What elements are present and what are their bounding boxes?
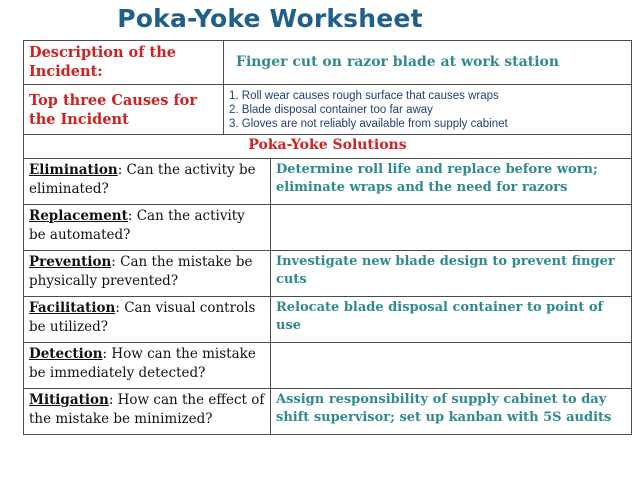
causes-label: Top three Causes for the Incident: [24, 85, 224, 135]
causes-list: [229, 89, 626, 131]
solution-answer: [271, 205, 632, 251]
solution-answer: Investigate new blade design to prevent finger cuts: [271, 251, 632, 297]
solution-row-facilitation: [24, 297, 632, 343]
solution-row-mitigation: [24, 389, 632, 435]
solution-question: [24, 205, 271, 251]
question-text: : Can the mistake be physically prevented?: [29, 254, 253, 289]
category-name: Mitigation: [29, 392, 109, 408]
solution-row-detection: [24, 343, 632, 389]
solution-answer: Relocate blade disposal container to point of use: [271, 297, 632, 343]
question-text: : How can the mistake be immediately detected?: [29, 346, 256, 381]
description-value: Finger cut on razor blade at work station: [224, 41, 632, 85]
solution-question: [24, 297, 271, 343]
solution-row-prevention: [24, 251, 632, 297]
question-text: : Can visual controls be utilized?: [29, 300, 256, 335]
solution-answer: [271, 343, 632, 389]
category-name: Prevention: [29, 254, 112, 270]
worksheet-title: Poka-Yoke Worksheet: [117, 4, 423, 33]
cause-item: 3. Gloves are not reliably available from supply cabinet: [229, 117, 508, 130]
solutions-header: Poka-Yoke Solutions: [24, 135, 632, 159]
solution-row-replacement: [24, 205, 632, 251]
question-text: : Can the activity be automated?: [29, 208, 245, 243]
category-name: Detection: [29, 346, 103, 362]
cause-item: 1. Roll wear causes rough surface that causes wraps: [229, 89, 499, 102]
solution-answer: Assign responsibility of supply cabinet to day shift supervisor; set up kanban with 5S audits: [271, 389, 632, 435]
solution-question: [24, 159, 271, 205]
description-label: Description of the Incident:: [24, 41, 224, 85]
solution-question: [24, 251, 271, 297]
solution-row-elimination: [24, 159, 632, 205]
category-name: Replacement: [29, 208, 128, 224]
solution-answer: Determine roll life and replace before worn; eliminate wraps and the need for razors: [271, 159, 632, 205]
cause-item: 2. Blade disposal container too far away: [229, 103, 433, 116]
description-row: [24, 41, 632, 85]
category-name: Facilitation: [29, 300, 116, 316]
solutions-header-row: [24, 135, 632, 159]
solution-question: [24, 389, 271, 435]
solution-question: [24, 343, 271, 389]
question-text: : How can the effect of the mistake be minimized?: [29, 392, 265, 427]
worksheet-table: [23, 40, 632, 435]
question-text: : Can the activity be eliminated?: [29, 162, 256, 197]
causes-row: [24, 85, 632, 135]
category-name: Elimination: [29, 162, 118, 178]
causes-list-cell: [224, 85, 632, 135]
